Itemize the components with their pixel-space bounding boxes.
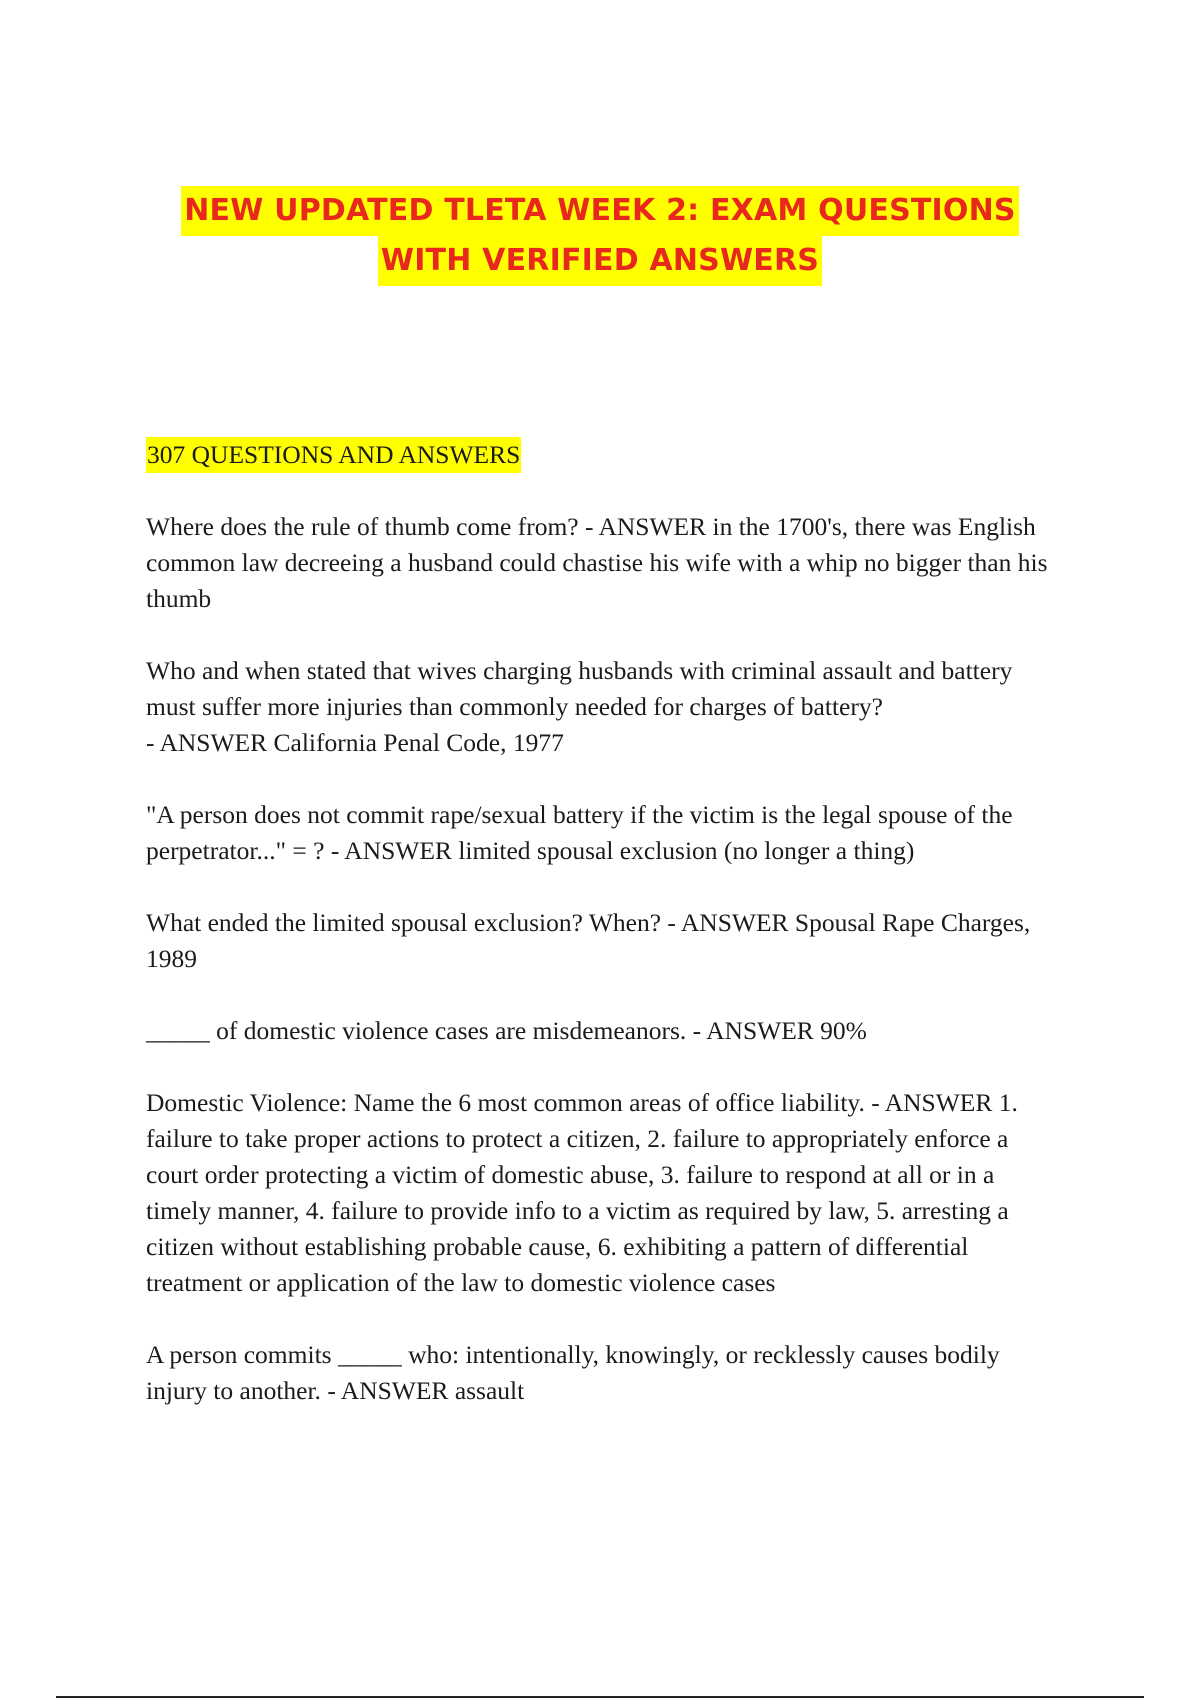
qa-item [146,509,1060,617]
answer-separator: - ANSWER [686,1016,821,1045]
qa-item [146,905,1060,977]
qa-item [146,797,1060,869]
answer-text: 1. failure to take proper actions to protect a citizen, 2. failure to appropriately enforce a court order protecting a victim of domestic abuse, 3. failure to respond at all or in a timely manner, 4. failure to provide info to a victim as required by law, 5. arresting a citizen without establishing probable cause, 6. exhibiting a pattern of differential treatment or application of the law to domestic violence cases [146,1088,1018,1297]
answer-text: 90% [820,1016,867,1045]
question-text: Where does the rule of thumb come from? [146,512,579,541]
answer-text: Spousal Rape Charges, 1989 [146,908,1031,973]
answer-separator: - ANSWER [324,836,459,865]
title-line-2: WITH VERIFIED ANSWERS [378,236,822,286]
question-text: Who and when stated that wives charging husbands with criminal assault and battery must suffer more injuries than commonly needed for charges of battery? [146,656,1013,721]
question-text: What ended the limited spousal exclusion? When? [146,908,662,937]
answer-text: in the 1700's, there was English common law decreeing a husband could chastise his wife with a whip no bigger than his thumb [146,512,1048,613]
question-text: A person commits _____ who: intentionally, knowingly, or recklessly causes bodily injury to another. [146,1340,1000,1405]
page-bottom-rule [56,1696,1144,1698]
answer-separator: - ANSWER [661,908,795,937]
document-body [146,437,1060,1445]
question-count-row [146,437,1060,473]
qa-item [146,1337,1060,1409]
answer-separator: - ANSWER [146,728,274,757]
answer-text: limited spousal exclusion (no longer a thing) [458,836,915,865]
answer-text: assault [454,1376,525,1405]
answer-text: California Penal Code, 1977 [273,728,564,757]
answer-separator: - ANSWER [864,1088,999,1117]
document-title [0,186,1200,286]
answer-separator: - ANSWER [578,512,713,541]
qa-item [146,653,1060,761]
question-text: _____ of domestic violence cases are misdemeanors. [146,1016,687,1045]
question-text: Domestic Violence: Name the 6 most common areas of office liability. [146,1088,865,1117]
qa-item [146,1085,1060,1301]
question-text: "A person does not commit rape/sexual battery if the victim is the legal spouse of the perpetrator..." = ? [146,800,1013,865]
question-count-label: 307 QUESTIONS AND ANSWERS [146,437,521,473]
qa-item [146,1013,1060,1049]
title-line-1: NEW UPDATED TLETA WEEK 2: EXAM QUESTIONS [181,186,1018,236]
answer-separator: - ANSWER [320,1376,455,1405]
